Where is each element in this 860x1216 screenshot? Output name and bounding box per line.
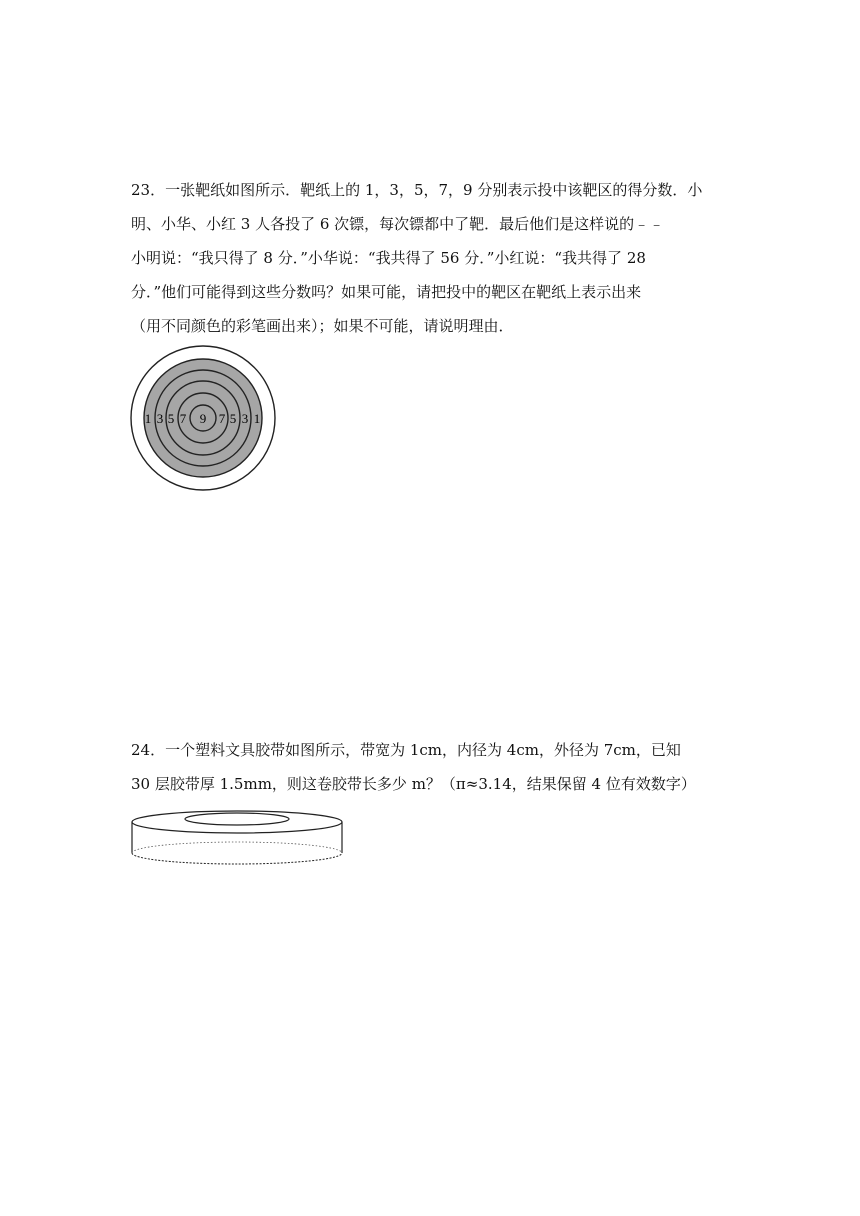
- problem-23-line: 分．”他们可能得到这些分数吗？如果可能，请把投中的靶区在靶纸上表示出来: [131, 283, 642, 301]
- problem-23-line: （用不同颜色的彩笔画出来）；如果不可能，请说明理由．: [131, 317, 514, 335]
- problem-24-line: 24．一个塑料文具胶带如图所示，带宽为 1cm，内径为 4cm，外径为 7cm，已知: [131, 741, 681, 759]
- target-label: 1: [144, 411, 152, 426]
- target-label: 5: [167, 411, 175, 426]
- target-diagram: [128, 343, 278, 493]
- target-label: 3: [156, 411, 164, 426]
- target-svg: [128, 343, 278, 493]
- problem-23-line: 明、小华、小红 3 人各投了 6 次镖，每次镖都中了靶．最后他们是这样说的﹣﹣: [131, 215, 665, 233]
- target-label: 1: [253, 411, 261, 426]
- target-label: 7: [218, 411, 226, 426]
- problem-23: [131, 173, 737, 343]
- target-label: 3: [241, 411, 249, 426]
- tape-bottom-front: [132, 853, 342, 864]
- problem-24-line: 30 层胶带厚 1.5mm，则这卷胶带长多少 m？（π≈3.14，结果保留 4 位有效数字）: [131, 775, 696, 793]
- target-label: 5: [229, 411, 237, 426]
- tape-inner-hole: [185, 813, 289, 825]
- problem-23-line: 小明说：“我只得了 8 分．”小华说：“我共得了 56 分．”小红说：“我共得了 28: [131, 249, 646, 267]
- problem-23-line: 23．一张靶纸如图所示．靶纸上的 1，3，5，7，9 分别表示投中该靶区的得分数．小: [131, 181, 703, 199]
- tape-svg: [128, 806, 346, 868]
- tape-roll-diagram: [128, 806, 346, 868]
- problem-24: [131, 733, 737, 801]
- tape-bottom-back: [132, 842, 342, 853]
- target-label-center: 9: [199, 411, 207, 426]
- target-label: 7: [179, 411, 187, 426]
